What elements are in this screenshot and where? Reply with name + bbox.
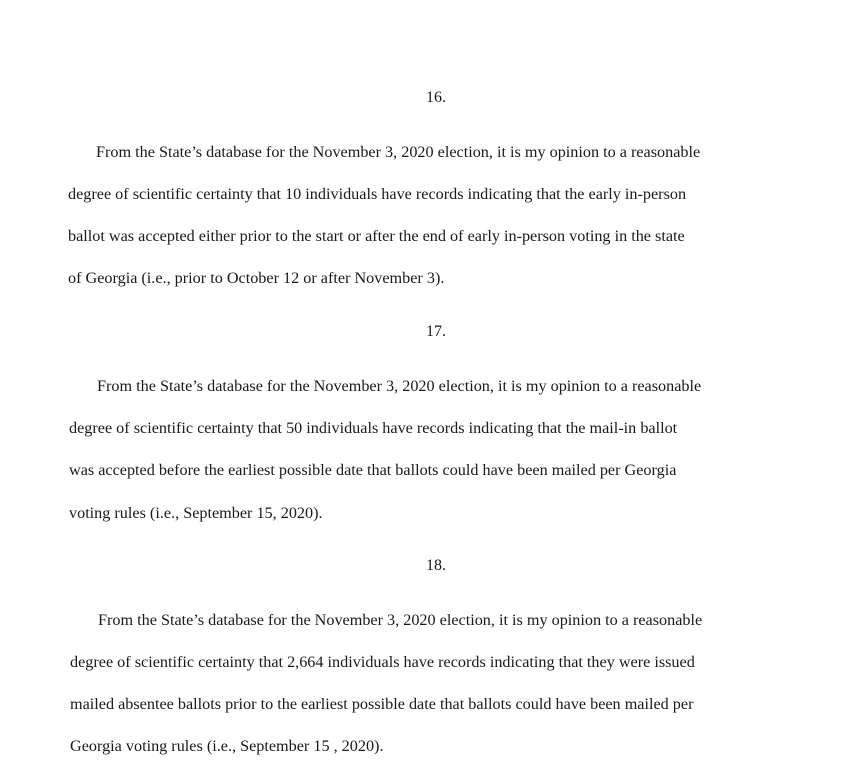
paragraph-16-line-3: ballot was accepted either prior to the start or after the end of early in-person voting in the state <box>68 227 685 245</box>
paragraph-18-line-4: Georgia voting rules (i.e., September 15 , 2020). <box>70 737 384 755</box>
paragraph-number-17: 17. <box>426 323 446 340</box>
paragraph-16-line-1: From the State’s database for the November 3, 2020 election, it is my opinion to a reasonable <box>96 143 701 161</box>
paragraph-16-line-4: of Georgia (i.e., prior to October 12 or after November 3). <box>68 269 445 287</box>
paragraph-17-line-2: degree of scientific certainty that 50 individuals have records indicating that the mail-in ballot <box>69 419 678 437</box>
paragraph-17-line-3: was accepted before the earliest possible date that ballots could have been mailed per Georgia <box>69 461 677 479</box>
paragraph-18-line-1: From the State’s database for the November 3, 2020 election, it is my opinion to a reasonable <box>98 611 703 629</box>
paragraph-number-16: 16. <box>426 89 446 106</box>
paragraph-17-line-1: From the State’s database for the November 3, 2020 election, it is my opinion to a reasonable <box>97 377 702 395</box>
paragraph-number-18: 18. <box>426 557 446 574</box>
paragraph-17-line-4: voting rules (i.e., September 15, 2020). <box>69 504 323 522</box>
paragraph-18-line-3: mailed absentee ballots prior to the earliest possible date that ballots could have been mailed per <box>70 695 694 713</box>
paragraph-18-line-2: degree of scientific certainty that 2,664 individuals have records indicating that they were issued <box>70 653 695 671</box>
paragraph-16-line-2: degree of scientific certainty that 10 individuals have records indicating that the early in-person <box>68 185 687 203</box>
